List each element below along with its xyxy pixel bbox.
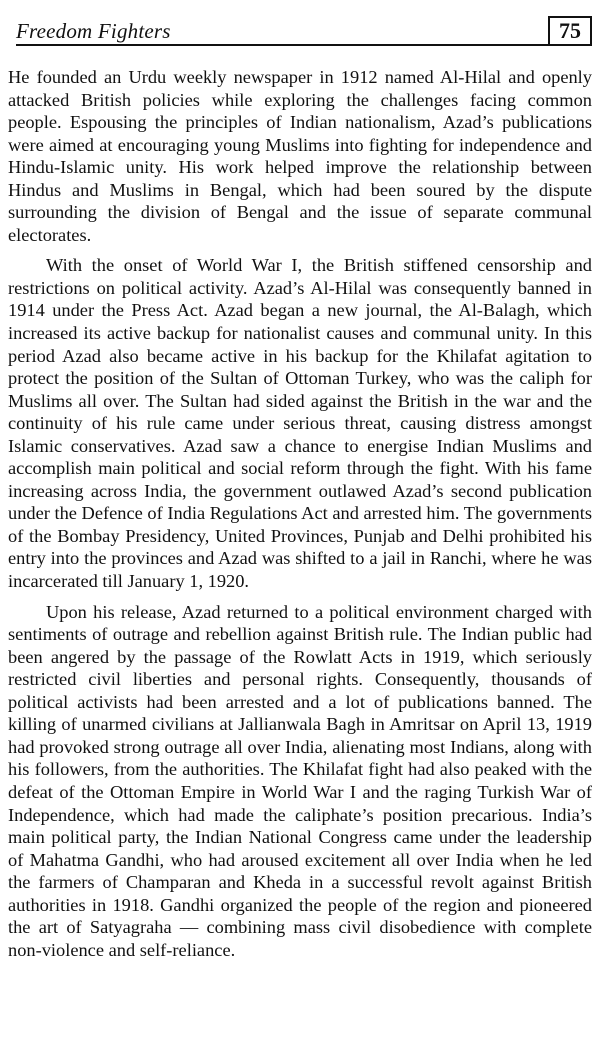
page-header — [8, 0, 592, 48]
header-rule — [16, 44, 592, 46]
running-title: Freedom Fighters — [16, 19, 171, 43]
page-number: 75 — [548, 16, 592, 44]
body-text — [8, 66, 592, 969]
paragraph-release: Upon his release, Azad returned to a political environment charged with sentiments of outrage and rebellion against British rule. The Indian public had been angered by the passage of the Rowlatt Acts in 1919, which seriously restricted civil liberties and personal rights. Consequently, thousands of political activists had been arrested and a lot of publications banned. The killing of unarmed civilians at Jallianwala Bagh in Amritsar on April 13, 1919 had provoked strong outrage all over India, alienating most Indians, along with his followers, from the authorities. The Khilafat fight had also peaked with the defeat of the Ottoman Empire in World War I and the raging Turkish War of Independence, which had made the caliphate’s position precarious. India’s main political party, the Indian National Congress came under the leadership of Mahatma Gandhi, who had aroused excitement all over India when he led the farmers of Champaran and Kheda in a successful revolt against British authorities in 1918. Gandhi organized the people of the region and pioneered the art of Satyagraha — combining mass civil disobedience with complete non-violence and self-reliance. — [8, 601, 592, 960]
paragraph-world-war-one: With the onset of World War I, the British stiffened censorship and restrictions on political activity. Azad’s Al-Hilal was consequently banned in 1914 under the Press Act. Azad began a new journal, the Al-Balagh, which increased its active backup for nationalist causes and communal unity. In this period Azad also became active in his backup for the Khilafat agitation to protect the position of the Sultan of Ottoman Turkey, who was the caliph for Muslims all over. The Sultan had sided against the British in the war and the continuity of his rule came under serious threat, causing distress amongst Islamic conservatives. Azad saw a chance to energise Indian Muslims and accomplish main political and social reform through the fight. With his fame increasing across India, the government outlawed Azad’s second publication under the Defence of India Regulations Act and arrested him. The governments of the Bombay Presidency, United Provinces, Punjab and Delhi prohibited his entry into the provinces and Azad was shifted to a jail in Ranchi, where he was incarcerated till January 1, 1920. — [8, 255, 592, 592]
paragraph-al-hilal: He founded an Urdu weekly newspaper in 1912 named Al-Hilal and openly attacked British policies while exploring the challenges facing common people. Espousing the principles of Indian nationalism, Azad’s publications were aimed at encouraging young Muslims into fighting for independence and Hindu-Islamic unity. His work helped improve the relationship between Hindus and Muslims in Bengal, which had been soured by the dispute surrounding the division of Bengal and the issue of separate communal electorates. — [8, 67, 592, 245]
